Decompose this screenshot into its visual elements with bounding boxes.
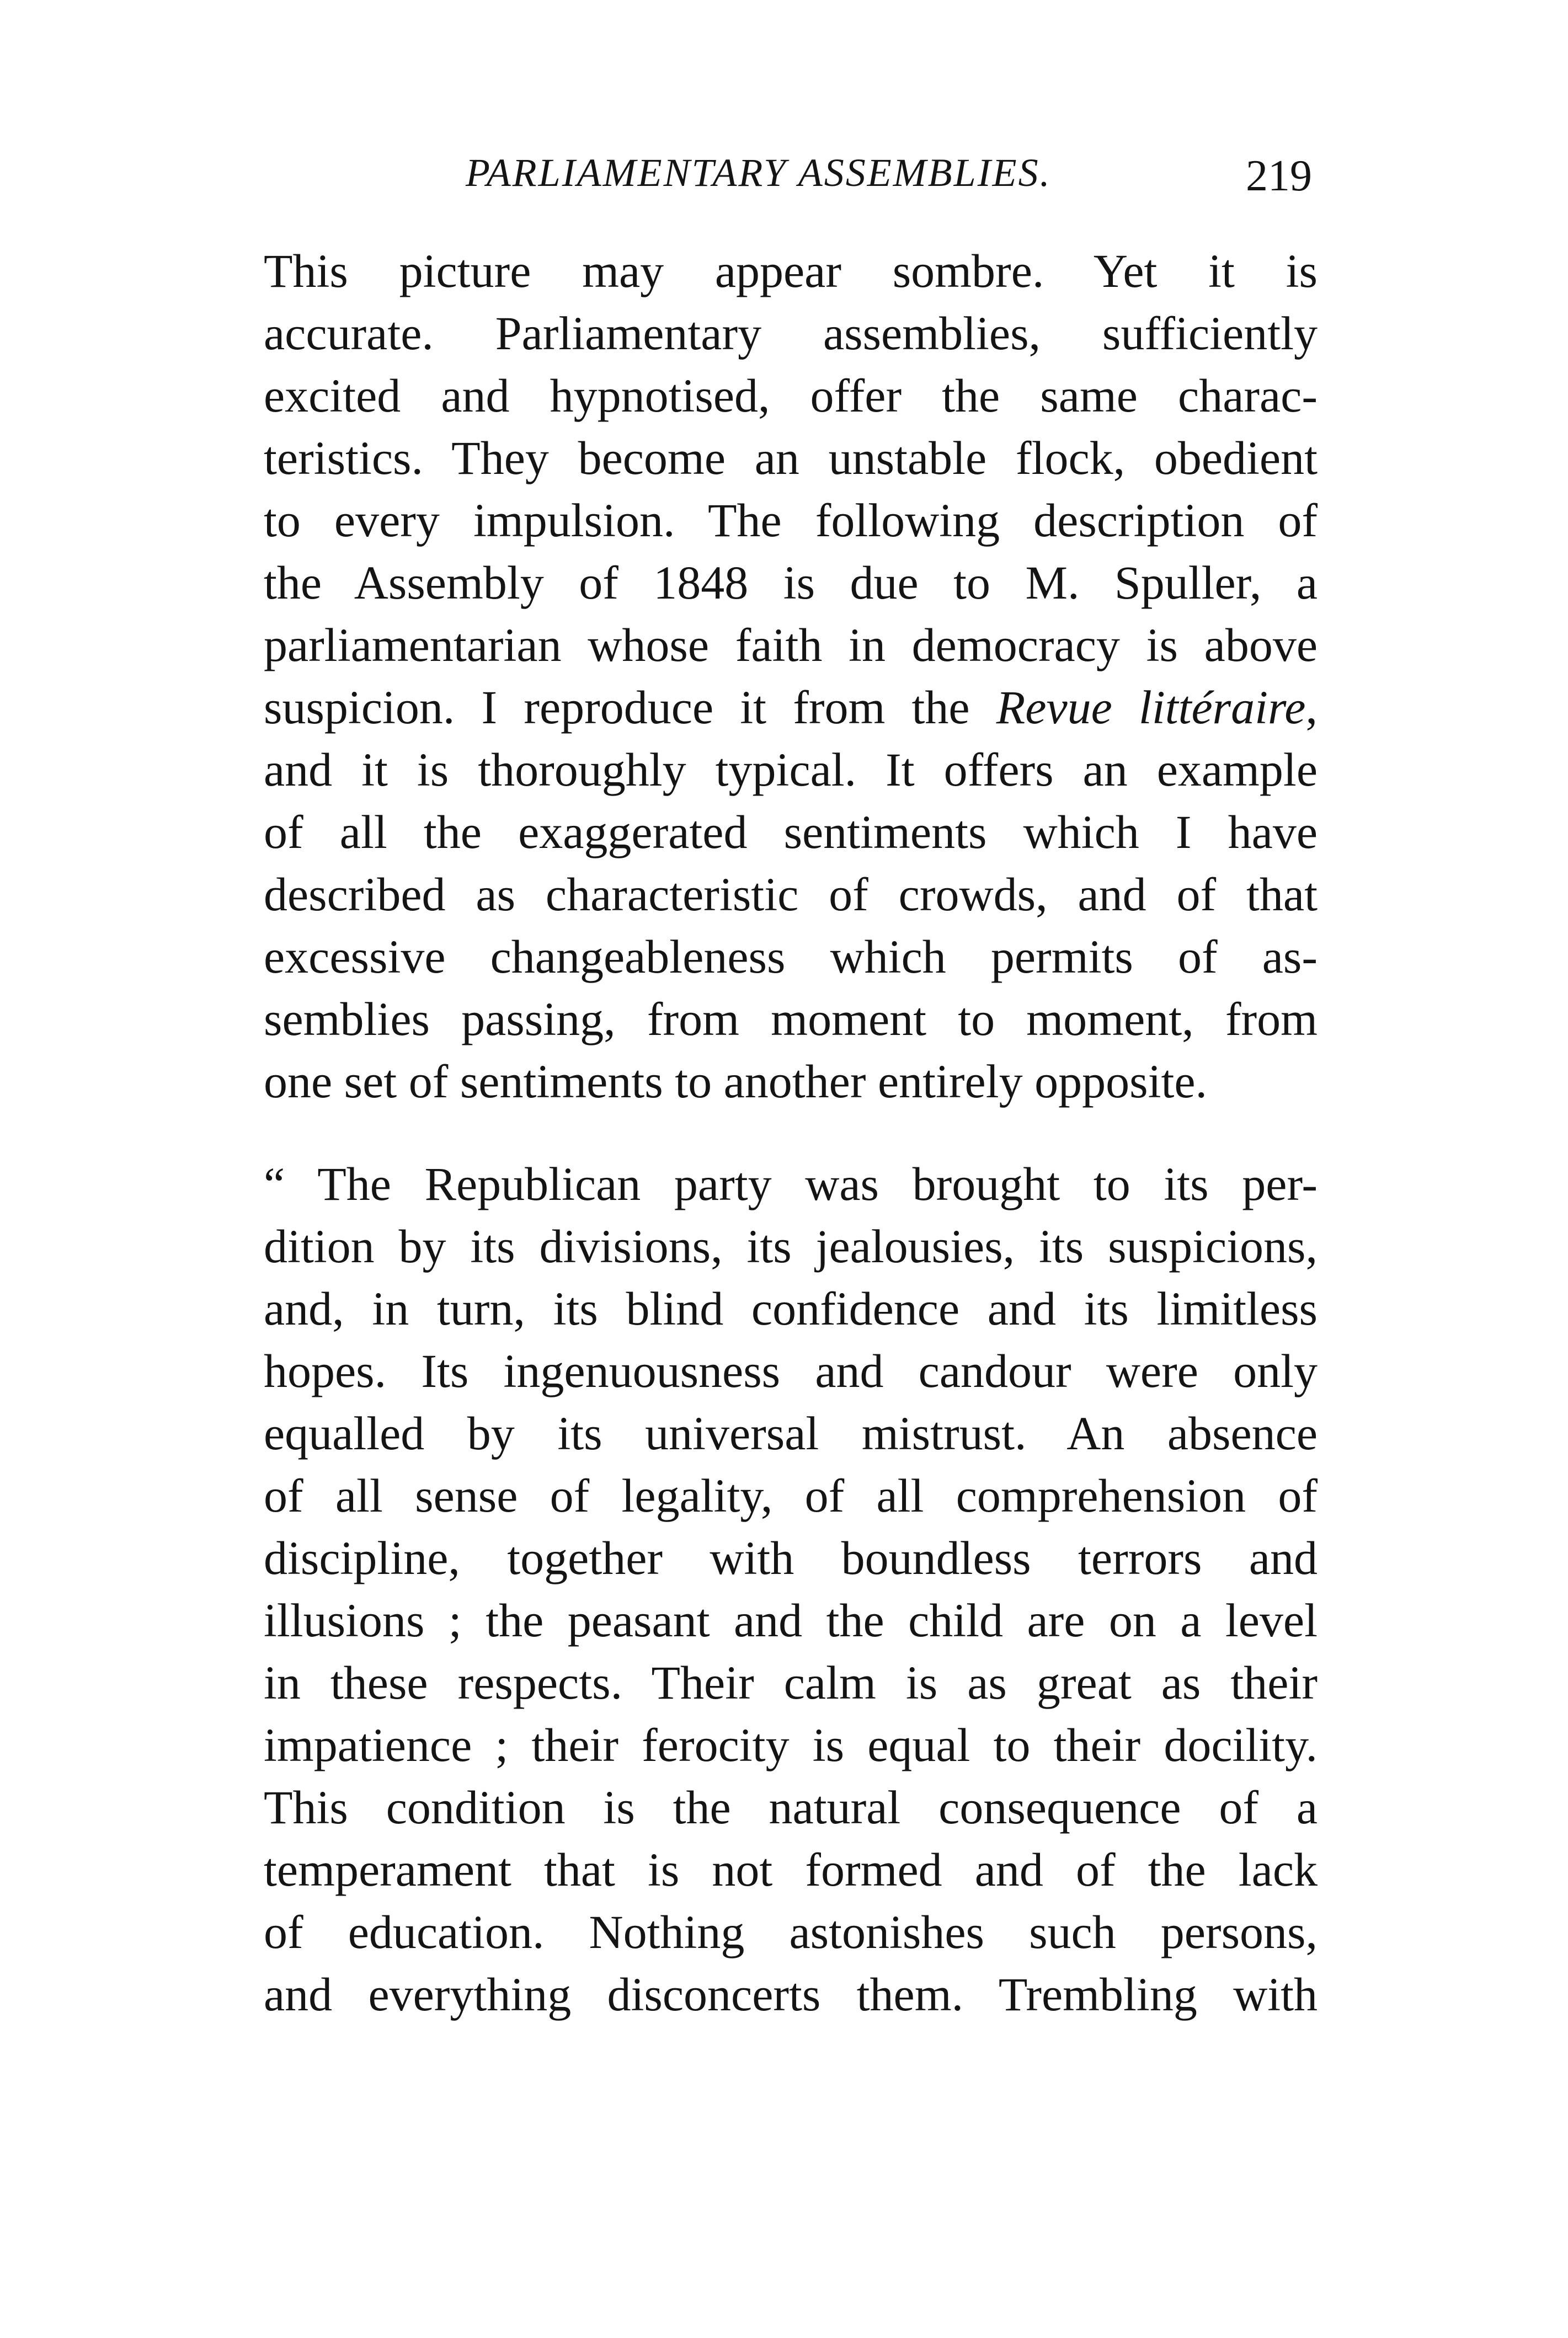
text-line: the Assembly of 1848 is due to M. Spuller, a bbox=[264, 556, 1318, 609]
text-line: to every impulsion. The following description of bbox=[264, 494, 1318, 547]
text-line: and everything disconcerts them. Trembling with bbox=[264, 1968, 1318, 2021]
text-line: temperament that is not formed and of the lack bbox=[264, 1843, 1318, 1896]
text-line: excessive changeableness which permits of as- bbox=[264, 930, 1318, 983]
text-line: of education. Nothing astonishes such persons, bbox=[264, 1905, 1318, 1958]
page-number: 219 bbox=[1246, 152, 1312, 200]
text-segment: suspicion. I reproduce it from the bbox=[264, 681, 996, 734]
text-line: of all the exaggerated sentiments which I have bbox=[264, 805, 1318, 858]
text-line: This condition is the natural consequence of a bbox=[264, 1781, 1318, 1834]
text-line: described as characteristic of crowds, and of that bbox=[264, 868, 1318, 921]
text-line: one set of sentiments to another entirely opposite. bbox=[264, 1055, 1208, 1108]
text-line: in these respects. Their calm is as great as their bbox=[264, 1656, 1318, 1709]
text-line: This picture may appear sombre. Yet it is bbox=[264, 244, 1318, 297]
text-line: discipline, together with boundless terrors and bbox=[264, 1531, 1318, 1584]
text-line: semblies passing, from moment to moment, from bbox=[264, 992, 1318, 1045]
text-line: “ The Republican party was brought to its per- bbox=[264, 1157, 1318, 1210]
text-line: illusions ; the peasant and the child are on a level bbox=[264, 1594, 1318, 1647]
running-head bbox=[264, 142, 1312, 203]
paragraph-1 bbox=[264, 240, 1318, 1113]
text-line: equalled by its universal mistrust. An absence bbox=[264, 1407, 1318, 1460]
text-line: dition by its divisions, its jealousies, its suspicions, bbox=[264, 1220, 1318, 1273]
text-line bbox=[264, 676, 1318, 739]
running-title: PARLIAMENTARY ASSEMBLIES. bbox=[466, 151, 1052, 195]
text-line: accurate. Parliamentary assemblies, sufficiently bbox=[264, 307, 1318, 360]
paragraph-2 bbox=[264, 1153, 1318, 2026]
text-line: impatience ; their ferocity is equal to their docility. bbox=[264, 1718, 1318, 1771]
text-segment: , bbox=[1305, 681, 1318, 734]
text-line: teristics. They become an unstable flock, obedient bbox=[264, 431, 1318, 484]
text-line: hopes. Its ingenuousness and candour were only bbox=[264, 1344, 1318, 1397]
journal-title: Revue littéraire bbox=[996, 681, 1306, 734]
text-line: parliamentarian whose faith in democracy is above bbox=[264, 618, 1318, 671]
text-line: of all sense of legality, of all comprehension of bbox=[264, 1469, 1318, 1522]
text-line: and, in turn, its blind confidence and its limitless bbox=[264, 1282, 1318, 1335]
text-line: and it is thoroughly typical. It offers an example bbox=[264, 743, 1318, 796]
text-line: excited and hypnotised, offer the same charac- bbox=[264, 369, 1318, 422]
